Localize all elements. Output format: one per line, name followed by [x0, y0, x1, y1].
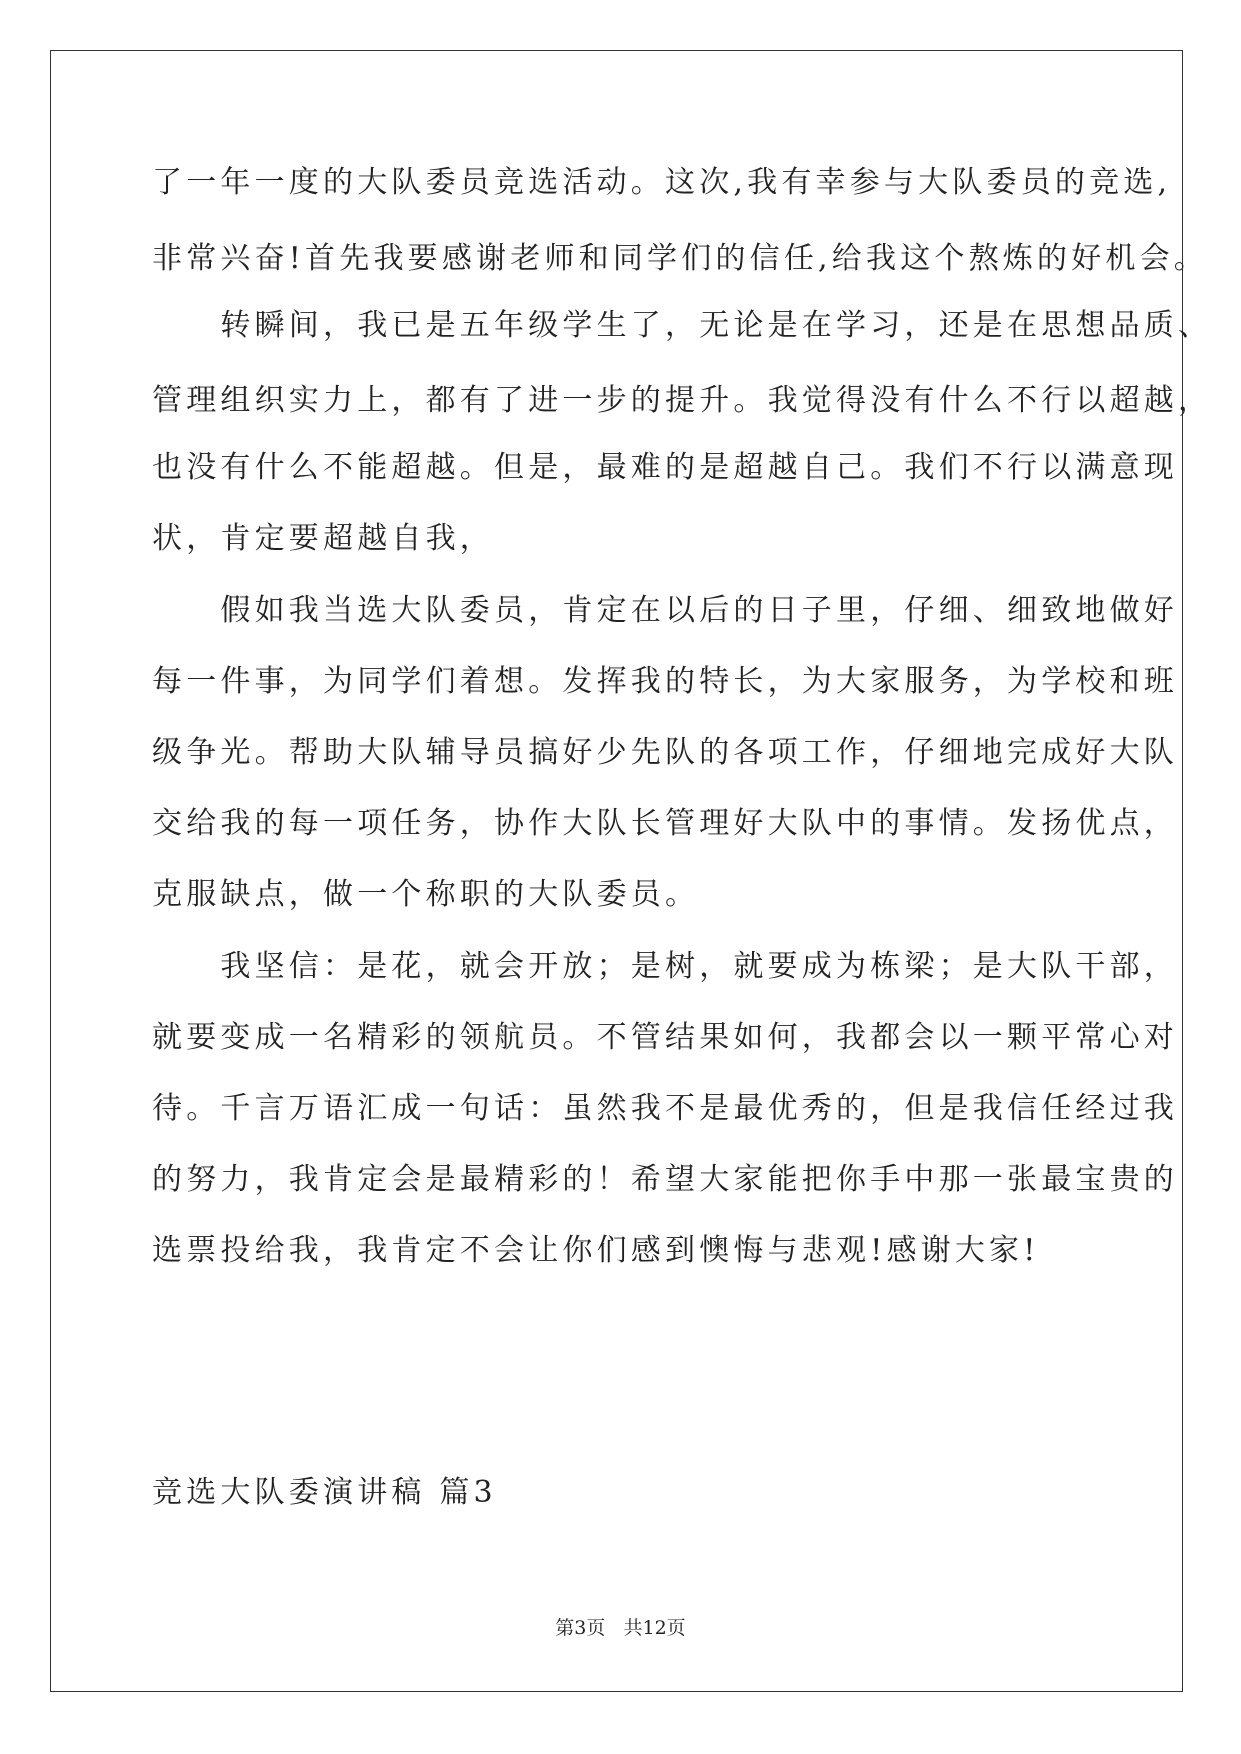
text-line: 状，肯定要超越自我，: [152, 521, 494, 556]
text-line: 我坚信：是花，就会开放；是树，就要成为栋梁；是大队干部，: [152, 949, 1178, 984]
text-line: 了一年一度的大队委员竞选活动。这次,我有幸参与大队委员的竞选,: [152, 165, 1172, 200]
text-line: 级争光。帮助大队辅导员搞好少先队的各项工作，仔细地完成好大队: [152, 735, 1178, 770]
page-number-footer: 第3页 共12页: [555, 1617, 686, 1639]
text-line: 假如我当选大队委员，肯定在以后的日子里，仔细、细致地做好: [152, 593, 1178, 628]
page-border: [50, 50, 1183, 1692]
text-line: 管理组织实力上，都有了进一步的提升。我觉得没有什么不行以超越，: [152, 383, 1213, 418]
text-line: 每一件事，为同学们着想。发挥我的特长，为大家服务，为学校和班: [152, 664, 1178, 699]
text-line: 克服缺点，做一个称职的大队委员。: [152, 877, 700, 912]
text-line: 非常兴奋!首先我要感谢老师和同学们的信任,给我这个熬炼的好机会。: [152, 241, 1208, 276]
text-line: 转瞬间，我已是五年级学生了，无论是在学习，还是在思想品质、: [152, 308, 1213, 343]
text-line: 的努力，我肯定会是最精彩的！希望大家能把你手中那一张最宝贵的: [152, 1162, 1178, 1197]
text-line: 就要变成一名精彩的领航员。不管结果如何，我都会以一颗平常心对: [152, 1020, 1178, 1055]
text-line: 待。千言万语汇成一句话：虽然我不是最优秀的，但是我信任经过我: [152, 1091, 1178, 1126]
section-heading: 竞选大队委演讲稿 篇3: [152, 1475, 497, 1510]
text-line: 交给我的每一项任务，协作大队长管理好大队中的事情。发扬优点，: [152, 806, 1178, 841]
text-line: 也没有什么不能超越。但是，最难的是超越自己。我们不行以满意现: [152, 450, 1178, 485]
text-line: 选票投给我，我肯定不会让你们感到懊悔与悲观!感谢大家!: [152, 1233, 1040, 1268]
